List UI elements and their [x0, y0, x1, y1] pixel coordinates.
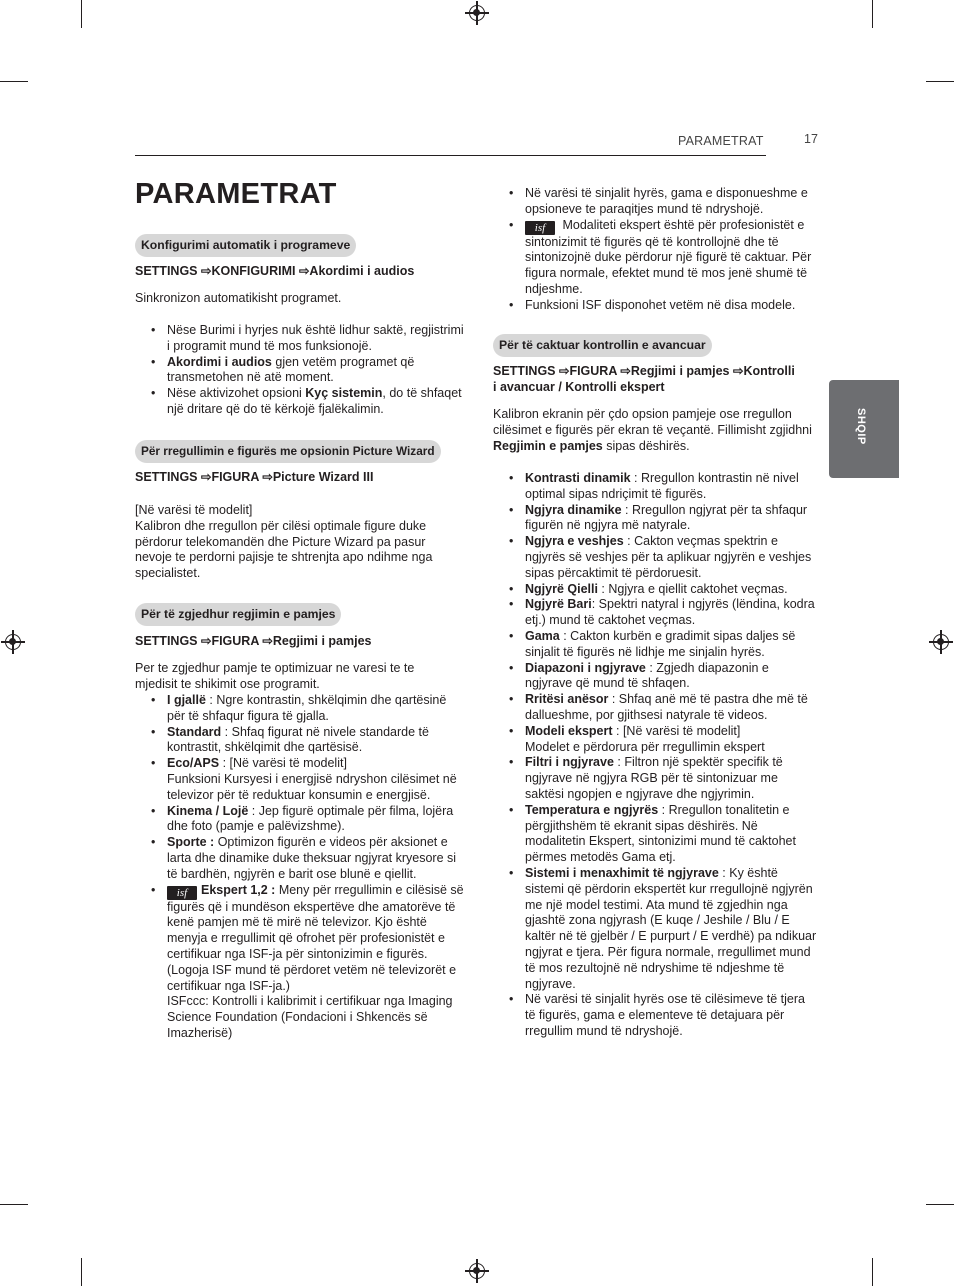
registration-mark-icon [469, 5, 485, 21]
crop-mark [926, 81, 954, 82]
language-tab: SHQIP [829, 380, 899, 478]
list-item: • Nëse Burimi i hyrjes nuk është lidhur saktë, regjistrimi i programit mund të mos funksionojë. [135, 323, 465, 355]
list-item: • Në varësi të sinjalit hyrës, gama e disponueshme e opsioneve te paraqitjes mund të ndryshojë. [493, 186, 818, 218]
paragraph: [Në varësi të modelit] Kalibron dhe rregullon për cilësi optimale figure duke përdorur telekomandën dhe Picture Wizard pa pasur nevoje te perdorni pajisje te shtrenjta apo ndihme nga specialistet. [135, 503, 433, 581]
bullet-list [493, 471, 818, 1040]
list-item: • Modeli ekspert : [Në varësi të modelit] Modelet e përdorura për rregullimin ekspert [493, 724, 818, 756]
registration-mark-icon [5, 634, 21, 650]
menu-path: SETTINGS ⇨FIGURA ⇨Regjimi i pamjes ⇨Kontrolli i avancuar / Kontrolli ekspert [493, 364, 795, 394]
isf-logo-icon: isf [167, 886, 197, 900]
registration-mark-icon [933, 634, 949, 650]
list-item: • Akordimi i audios gjen vetëm programet që transmetohen në atë moment. [135, 355, 465, 387]
list-item: • Gama : Cakton kurbën e gradimit sipas daljes së sinjalit të figurës në lidhje me sinjalin hyrës. [493, 629, 818, 661]
crop-mark [872, 0, 873, 28]
bullet-list [493, 186, 818, 314]
page-title: PARAMETRAT [135, 178, 337, 210]
list-item: • Diapazoni i ngjyrave : Zgjedh diapazonin e ngjyrave që mund të shfaqen. [493, 661, 818, 693]
crop-mark [81, 1258, 82, 1286]
list-item: • Temperatura e ngjyrës : Rregullon tonalitetin e përgjithshëm të ekranit sipas dëshirës. Në modalitetin Ekspert, sintonizimi mund të caktohet përmes metodës Gama etj. [493, 803, 818, 866]
list-item: • Funksioni ISF disponohet vetëm në disa modele. [493, 298, 818, 314]
list-item: • Në varësi të sinjalit hyrës ose të cilësimeve të tjera të figurës, gama e elementeve të detajuara për rregullim mund të ndryshojë. [493, 992, 818, 1039]
list-item: • Ngjyrë Bari: Spektri natyral i ngjyrës (lëndina, kodra etj.) mund të caktohet veçmas. [493, 597, 818, 629]
list-item: • isf Modaliteti ekspert është për profesionistët e sintonizimit të figurës që të kontrollojnë dhe të sintonizojnë duke përdorur një figurë të caktuar. Për figura normale, efektet mund të mos jenë shumë të ndjeshme. [493, 218, 818, 298]
bullet-list [135, 693, 465, 1042]
isf-logo-icon: isf [525, 221, 555, 235]
page-number: 17 [804, 132, 818, 146]
paragraph: Sinkronizon automatikisht programet. [135, 291, 342, 305]
crop-mark [0, 81, 28, 82]
list-item: • Ngjyrë Qielli : Ngjyra e qiellit caktohet veçmas. [493, 582, 818, 598]
registration-mark-icon [469, 1263, 485, 1279]
crop-mark [81, 0, 82, 28]
section-heading-picture-mode: Për të zgjedhur regjimin e pamjes [135, 603, 341, 626]
crop-mark [926, 1204, 954, 1205]
list-item: • Standard : Shfaq figurat në nivele standarde të kontrastit, shkëlqimit dhe qartësisë. [135, 725, 465, 757]
bullet-list [135, 323, 465, 418]
menu-path: SETTINGS ⇨FIGURA ⇨Picture Wizard III [135, 470, 374, 484]
running-header: PARAMETRAT [678, 134, 764, 148]
crop-mark [0, 1204, 28, 1205]
list-item: • I gjallë : Ngre kontrastin, shkëlqimin dhe qartësinë për të shfaqur figura të gjalla. [135, 693, 465, 725]
crop-mark [872, 1258, 873, 1286]
list-item: • Sporte : Optimizon figurën e videos për aksionet e larta dhe dinamike duke theksuar ngjyrat kryesore si të bardhën, ngjyrën e barit ose blunë e qiellit. [135, 835, 465, 882]
list-item: • Kinema / Lojë : Jep figurë optimale për filma, lojëra dhe foto (pamje e palëvizshme). [135, 804, 465, 836]
list-item: • Kontrasti dinamik : Rregullon kontrastin në nivel optimal sipas ndriçimit të figurës. [493, 471, 818, 503]
list-item: • Filtri i ngjyrave : Filtron një spektër specifik të ngjyrave në ngjyra RGB për të sintonizuar me saktësi ngopjen e ngjyrave dhe ngjyrimin. [493, 755, 818, 802]
paragraph: Per te zgjedhur pamje te optimizuar ne varesi te te mjedisit te shikimit ose programit. [135, 661, 415, 691]
header-rule [135, 155, 766, 156]
list-item: • Eco/APS : [Në varësi të modelit] Funksioni Kursyesi i energjisë ndryshon cilësimet në televizor për të reduktuar konsumin e energjisë. [135, 756, 465, 803]
paragraph: Kalibron ekranin për çdo opsion pamjeje ose rregullon cilësimet e figurës për ekran të veçantë. Fillimisht zgjidhni Regjimin e pamjes sipas dëshirës. [493, 407, 812, 453]
list-item: • Ngjyra dinamike : Rregullon ngjyrat për ta shfaqur figurën në ngjyra më natyrale. [493, 503, 818, 535]
list-item: • Nëse aktivizohet opsioni Kyç sistemin, do të shfaqet një dritare që do të kërkojë fjalëkalimin. [135, 386, 465, 418]
section-heading-auto-tuning: Konfigurimi automatik i programeve [135, 234, 356, 257]
section-heading-advanced-control: Për të caktuar kontrollin e avancuar [493, 334, 712, 357]
list-item: • isf Ekspert 1,2 : Meny për rregullimin e cilësisë së figurës që i mundëson ekspertëve dhe amatorëve të kenë pamjen më të mirë në televizor. Kjo është menyja e rregullimit që ofrohet për profesionistët e certifikuar nga ISF-ja për sintonizimin e figurës. (Logoja ISF mund të përdoret vetëm në televizorët e certifikuar nga ISF-ja.) ISFccc: Kontrolli i kalibrimit i certifikuar nga Imaging Science Foundation (Fondacioni i Shkencës së Imazherisë) [135, 883, 465, 1042]
list-item: • Sistemi i menaxhimit të ngjyrave : Ky është sistemi që përdorin ekspertët kur rregullojnë ngjyrën me një model testimi. Ata mund të zgjedhin nga gjashtë zona ngjyrash (E kuqe / Jeshile / Blu / E kaltër në të gjelbër / E purpurt / E verdhë) pa ndikuar ngjyrat e tjera. Për figura normale, rregullimet mund të mos rezultojnë në ndryshime të ndjeshme të ngjyrave. [493, 866, 818, 992]
menu-path: SETTINGS ⇨FIGURA ⇨Regjimi i pamjes [135, 634, 372, 648]
list-item: • Rritësi anësor : Shfaq anë më të pastra dhe më të dallueshme, por gjithsesi natyrale të videos. [493, 692, 818, 724]
section-heading-picture-wizard: Për rregullimin e figurës me opsionin Picture Wizard [135, 440, 441, 463]
list-item: • Ngjyra e veshjes : Cakton veçmas spektrin e ngjyrës së veshjes për ta aplikuar ngjyrën e veshjes sipas përcaktimit të përdoruesit. [493, 534, 818, 581]
menu-path: SETTINGS ⇨KONFIGURIMI ⇨Akordimi i audios [135, 264, 415, 278]
